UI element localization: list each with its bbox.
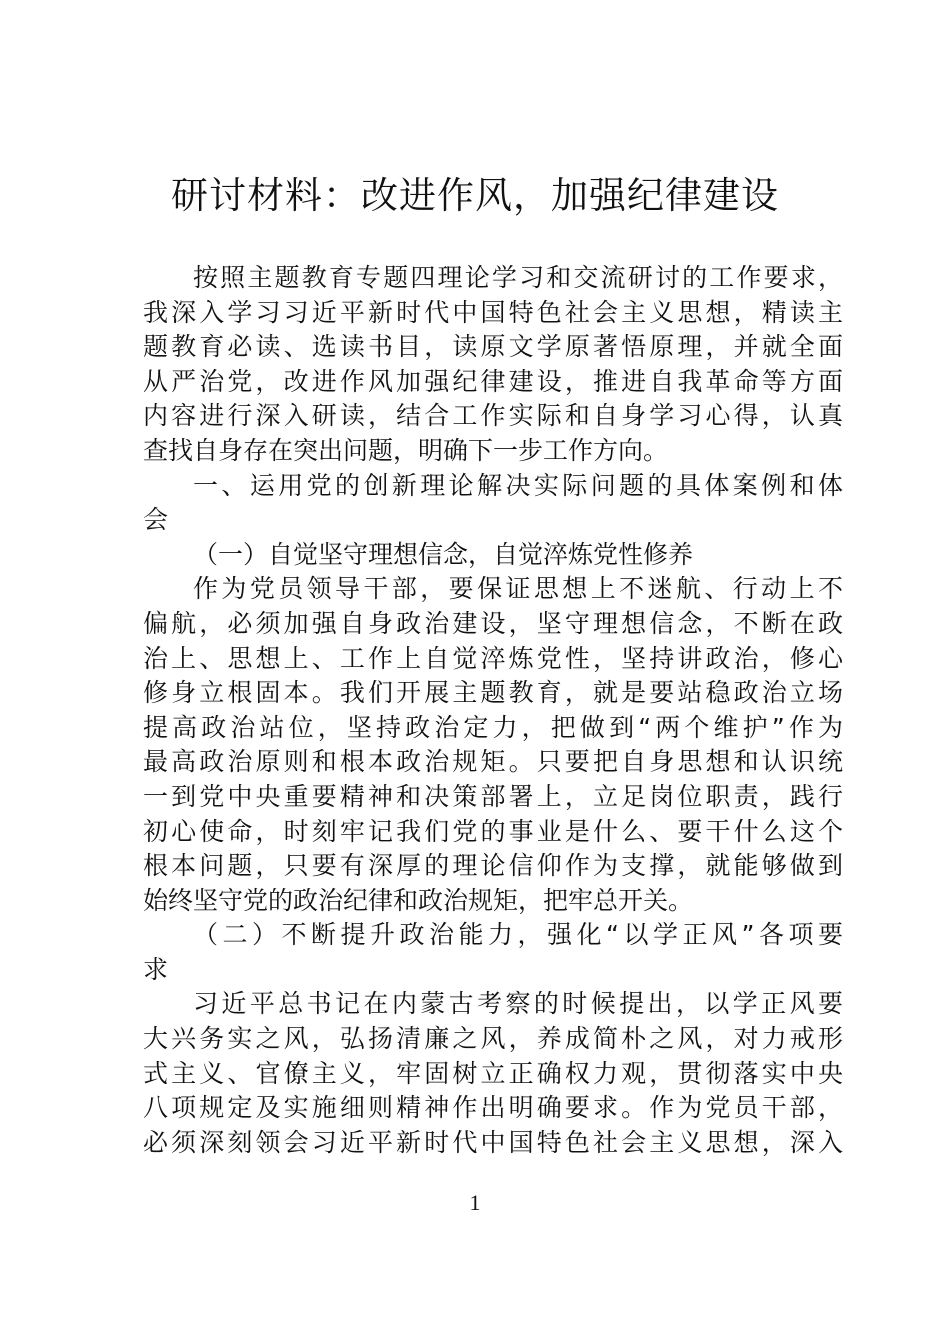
text-line: 偏航，必须加强自身政治建设，坚守理想信念，不断在政 — [143, 608, 843, 638]
text-line: 查找自身存在突出问题，明确下一步工作方向。 — [143, 435, 669, 465]
text-line: 始终坚守党的政治纪律和政治规矩，把牢总开关。 — [143, 885, 694, 915]
text-line: 从严治党，改进作风加强纪律建设，推进自我革命等方面 — [143, 366, 843, 396]
text-line: 按照主题教育专题四理论学习和交流研讨的工作要求， — [193, 263, 843, 292]
text-line: 题教育必读、选读书目，读原文学原著悟原理，并就全面 — [143, 332, 843, 362]
document-body — [143, 261, 843, 1160]
text-line: 初心使命，时刻牢记我们党的事业是什么、要干什么这个 — [143, 816, 843, 846]
text-line: 最高政治原则和根本政治规矩。只要把自身思想和认识统 — [143, 747, 843, 777]
text-line: 治上、思想上、工作上自觉淬炼党性，坚持讲政治，修心 — [143, 643, 843, 673]
text-line: 一到党中央重要精神和决策部署上，立足岗位职责，践行 — [143, 781, 843, 811]
subsection-heading: 求 — [143, 954, 169, 984]
document-title: 研讨材料：改进作风，加强纪律建设 — [171, 174, 779, 217]
text-line: 我深入学习习近平新时代中国特色社会主义思想，精读主 — [143, 297, 843, 327]
text-line: 修身立根固本。我们开展主题教育，就是要站稳政治立场 — [143, 678, 843, 708]
text-line: 内容进行深入研读，结合工作实际和自身学习心得，认真 — [143, 401, 843, 431]
subsection-heading: （一）自觉坚守理想信念，自觉淬炼党性修养 — [193, 539, 694, 569]
section-heading: 一、运用党的创新理论解决实际问题的具体案例和体 — [193, 470, 843, 500]
text-line: 大兴务实之风，弘扬清廉之风，养成简朴之风，对力戒形 — [143, 1024, 843, 1054]
text-line: 式主义、官僚主义，牢固树立正确权力观，贯彻落实中央 — [143, 1058, 843, 1088]
text-line: 提高政治站位，坚持政治定力，把做到“两个维护”作为 — [143, 712, 843, 742]
text-line: 作为党员领导干部，要保证思想上不迷航、行动上不 — [193, 574, 843, 604]
text-line: 必须深刻领会习近平新时代中国特色社会主义思想，深入 — [143, 1127, 843, 1157]
page-number: 1 — [469, 1190, 481, 1215]
text-line: 八项规定及实施细则精神作出明确要求。作为党员干部， — [143, 1093, 843, 1123]
text-line: 习近平总书记在内蒙古考察的时候提出，以学正风要 — [193, 989, 843, 1019]
section-heading: 会 — [143, 505, 169, 535]
text-line: 根本问题，只要有深厚的理论信仰作为支撑，就能够做到 — [143, 851, 843, 881]
subsection-heading: （二）不断提升政治能力，强化“以学正风”各项要 — [193, 920, 843, 950]
